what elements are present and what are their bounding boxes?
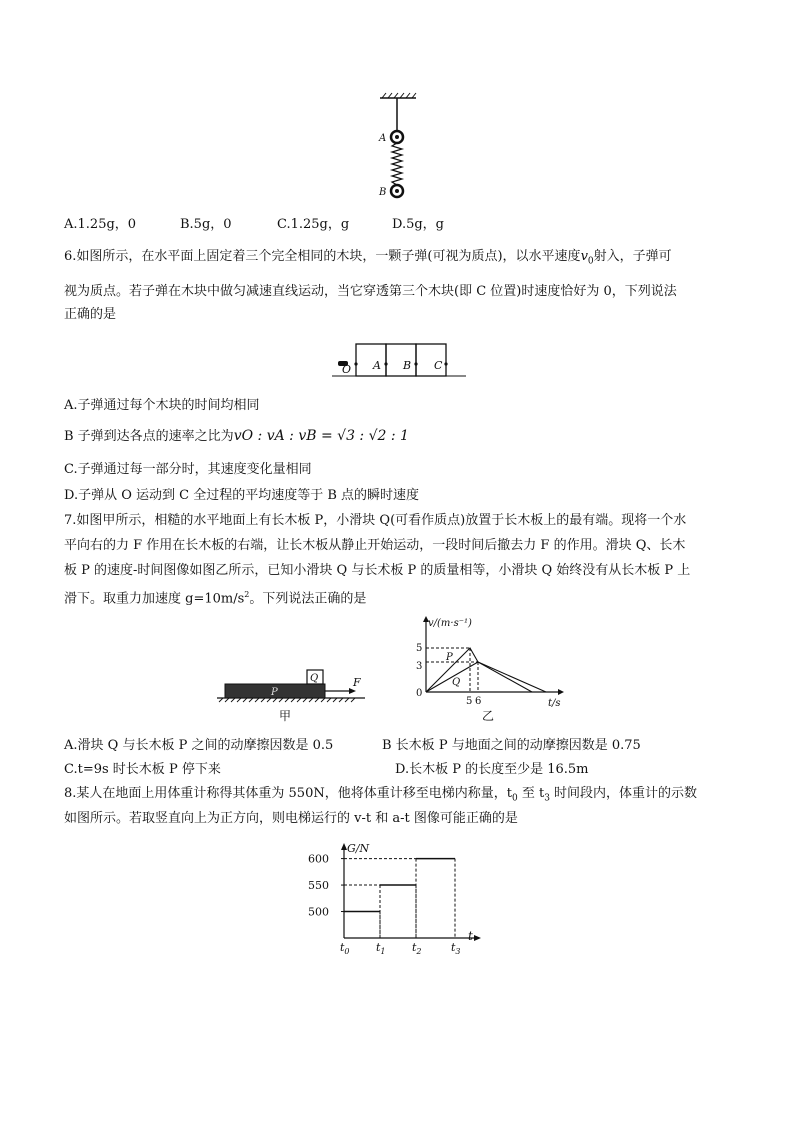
- label-b: B: [403, 359, 412, 372]
- label-a: A: [379, 133, 387, 144]
- svg-text:5: 5: [466, 696, 473, 707]
- svg-text:Q: Q: [310, 673, 319, 684]
- q6-stem-line3: 正确的是: [64, 307, 117, 322]
- q5-option-b[interactable]: B.5g，0: [180, 217, 232, 232]
- ratio-formula: vO : vA : vB = √3 : √2 : 1: [233, 428, 409, 444]
- x-tick-label: $t_0$: [340, 941, 350, 956]
- q5-option-a[interactable]: A.1.25g，0: [64, 217, 137, 232]
- q7-stem-line3: 板 P 的速度-时间图像如图乙所示，已知小滑块 Q 与长术板 P 的质量相等，小滑块 Q 始终没有从长木板 P 上: [64, 563, 691, 578]
- y-axis-label: G/N: [347, 842, 370, 855]
- spring-figure: [370, 92, 430, 204]
- q7-option-c[interactable]: C.t=9s 时长木板 P 停下来: [64, 762, 221, 777]
- label-b: B: [379, 187, 387, 198]
- svg-text:甲: 甲: [279, 709, 292, 723]
- svg-text:t/s: t/s: [548, 698, 561, 709]
- svg-text:0: 0: [416, 688, 423, 699]
- svg-text:乙: 乙: [482, 709, 495, 723]
- svg-text:P: P: [446, 652, 453, 663]
- svg-text:6: 6: [475, 696, 482, 707]
- x-tick-label: $t_2$: [412, 941, 422, 956]
- svg-text:5: 5: [416, 643, 423, 654]
- label-c: C: [434, 359, 443, 372]
- weight-chart: [300, 840, 500, 956]
- label-o: O: [342, 363, 352, 376]
- q6-stem-line2: 视为质点。若子弹在木块中做匀减速直线运动，当它穿透第三个木块(即 C 位置)时速度恰好为 0，下列说法: [64, 284, 677, 299]
- q7-stem-line2: 平向右的力 F 作用在长木板的右端，让长木板从静止开始运动，一段时间后撤去力 F 的作用。滑块 Q、长木: [64, 538, 686, 553]
- svg-text:P: P: [271, 687, 278, 698]
- label-a: A: [373, 359, 381, 372]
- figure-jia: [215, 664, 375, 724]
- q7-option-d[interactable]: D.长木板 P 的长度至少是 16.5m: [395, 762, 589, 777]
- q7-stem-line1: 7.如图甲所示，相糙的水平地面上有长木板 P，小滑块 Q(可看作质点)放置于长木板上的最有端。现将一个水: [64, 513, 687, 528]
- x-axis-label: t: [468, 929, 473, 943]
- y-tick-label: 600: [308, 852, 329, 866]
- q7-stem-line4: 滑下。取重力加速度 $g=10m/s^2$。下列说法正确的是: [64, 590, 367, 607]
- q8-stem-line2: 如图所示。若取竖直向上为正方向，则电梯运行的 v-t 和 a-t 图像可能正确的是: [64, 811, 518, 826]
- q6-stem-line1: 6.如图所示，在水平面上固定着三个完全相同的木块，一颗子弹(可视为质点)，以水平速度$v_0$射入，子弹可: [64, 249, 672, 267]
- q5-option-d[interactable]: D.5g，g: [392, 217, 445, 232]
- q7-option-b[interactable]: B 长木板 P 与地面之间的动摩擦因数是 0.75: [382, 738, 641, 753]
- blocks-figure: [330, 340, 470, 382]
- y-tick-label: 500: [308, 905, 329, 919]
- svg-text:v/(m·s⁻¹): v/(m·s⁻¹): [428, 618, 472, 629]
- q7-option-a[interactable]: A.滑块 Q 与长木板 P 之间的动摩擦因数是 0.5: [64, 738, 334, 753]
- q5-option-c[interactable]: C.1.25g，g: [277, 217, 350, 232]
- x-tick-label: $t_1$: [376, 941, 386, 956]
- q8-stem-line1: 8.某人在地面上用体重计称得其体重为 550N，他将体重计移至电梯内称量，$t_0$ 至 $t_3$ 时间段内，体重计的示数: [64, 786, 698, 804]
- svg-text:Q: Q: [452, 677, 461, 688]
- figure-yi: [412, 614, 572, 726]
- q6-option-b[interactable]: B 子弹到达各点的速率之比为vO : vA : vB = √3 : √2 : 1: [64, 428, 409, 444]
- x-tick-label: $t_3$: [451, 941, 461, 956]
- q6-option-d[interactable]: D.子弹从 O 运动到 C 全过程的平均速度等于 B 点的瞬时速度: [64, 488, 420, 503]
- q6-option-c[interactable]: C.子弹通过每一部分时，其速度变化量相同: [64, 462, 312, 477]
- y-tick-label: 550: [308, 879, 329, 893]
- svg-text:3: 3: [416, 661, 423, 672]
- svg-text:F: F: [353, 676, 361, 689]
- q6-option-a[interactable]: A.子弹通过每个木块的时间均相同: [64, 398, 260, 413]
